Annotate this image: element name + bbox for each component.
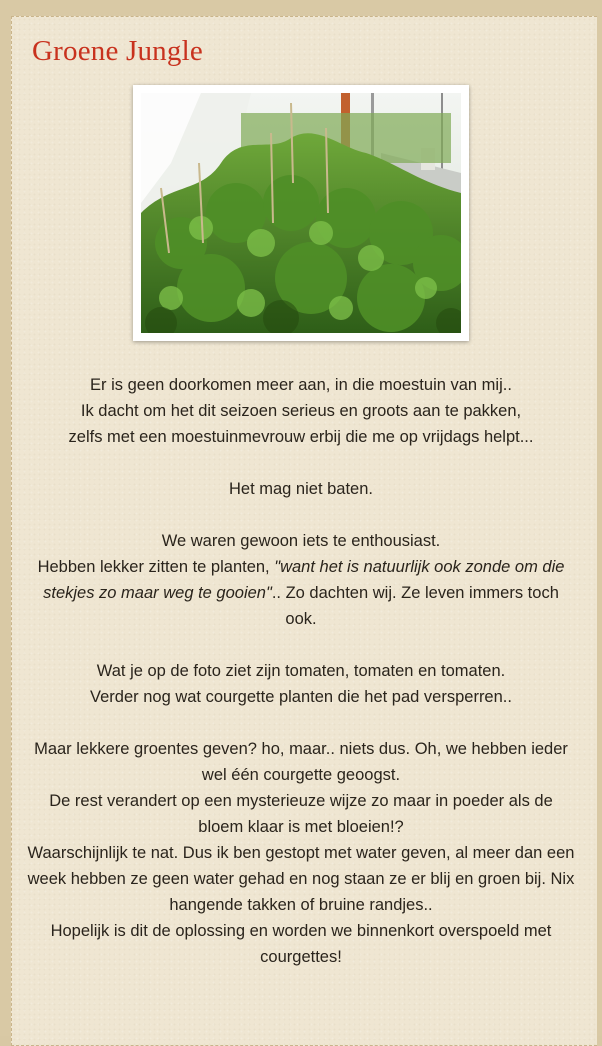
greenhouse-photo[interactable] xyxy=(141,93,461,333)
text-line: Het mag niet baten. xyxy=(228,480,373,498)
text-line: Verder nog wat courgette planten die het pad versperren.. xyxy=(90,688,512,706)
text-line: Hopelijk is dit de oplossing en worden we binnenkort overspoeld met courgettes! xyxy=(50,922,552,966)
text-segment: .. Zo dachten wij. Ze leven immers toch ook. xyxy=(271,584,559,628)
text-line-with-quote xyxy=(26,554,576,632)
italic-quote: "want het is natuurlijk ook zonde om die stekjes zo maar weg te gooien" xyxy=(43,558,565,602)
text-line: De rest verandert op een mysterieuze wijze zo maar in poeder als de bloem klaar is met bloeien!? xyxy=(49,792,553,836)
text-line: We waren gewoon iets te enthousiast. xyxy=(161,532,441,550)
text-line: Waarschijnlijk te nat. Dus ik ben gestopt met water geven, al meer dan een week hebben ze geen water gehad en nog staan ze er blij en groen bij. Nix hangende takken of bruine randjes.. xyxy=(27,844,575,914)
blog-post xyxy=(11,16,597,1046)
post-title[interactable]: Groene Jungle xyxy=(32,35,203,67)
text-line: zelfs met een moestuinmevrouw erbij die me op vrijdags helpt... xyxy=(68,428,534,446)
paragraph-1 xyxy=(26,372,576,450)
paragraph-4 xyxy=(26,658,576,710)
post-body xyxy=(26,372,576,996)
paragraph-5 xyxy=(26,736,576,970)
text-line: Maar lekkere groentes geven? ho, maar.. niets dus. Oh, we hebben ieder wel één courgette geoogst. xyxy=(34,740,568,784)
greenhouse-illustration xyxy=(141,93,461,333)
text-segment: Hebben lekker zitten te planten, xyxy=(37,558,275,576)
text-line: Ik dacht om het dit seizoen serieus en groots aan te pakken, xyxy=(80,402,522,420)
paragraph-3 xyxy=(26,528,576,632)
text-line: Wat je op de foto ziet zijn tomaten, tomaten en tomaten. xyxy=(96,662,506,680)
text-line: Er is geen doorkomen meer aan, in die moestuin van mij.. xyxy=(90,376,512,394)
paragraph-2 xyxy=(26,476,576,502)
photo-frame[interactable] xyxy=(133,85,469,341)
